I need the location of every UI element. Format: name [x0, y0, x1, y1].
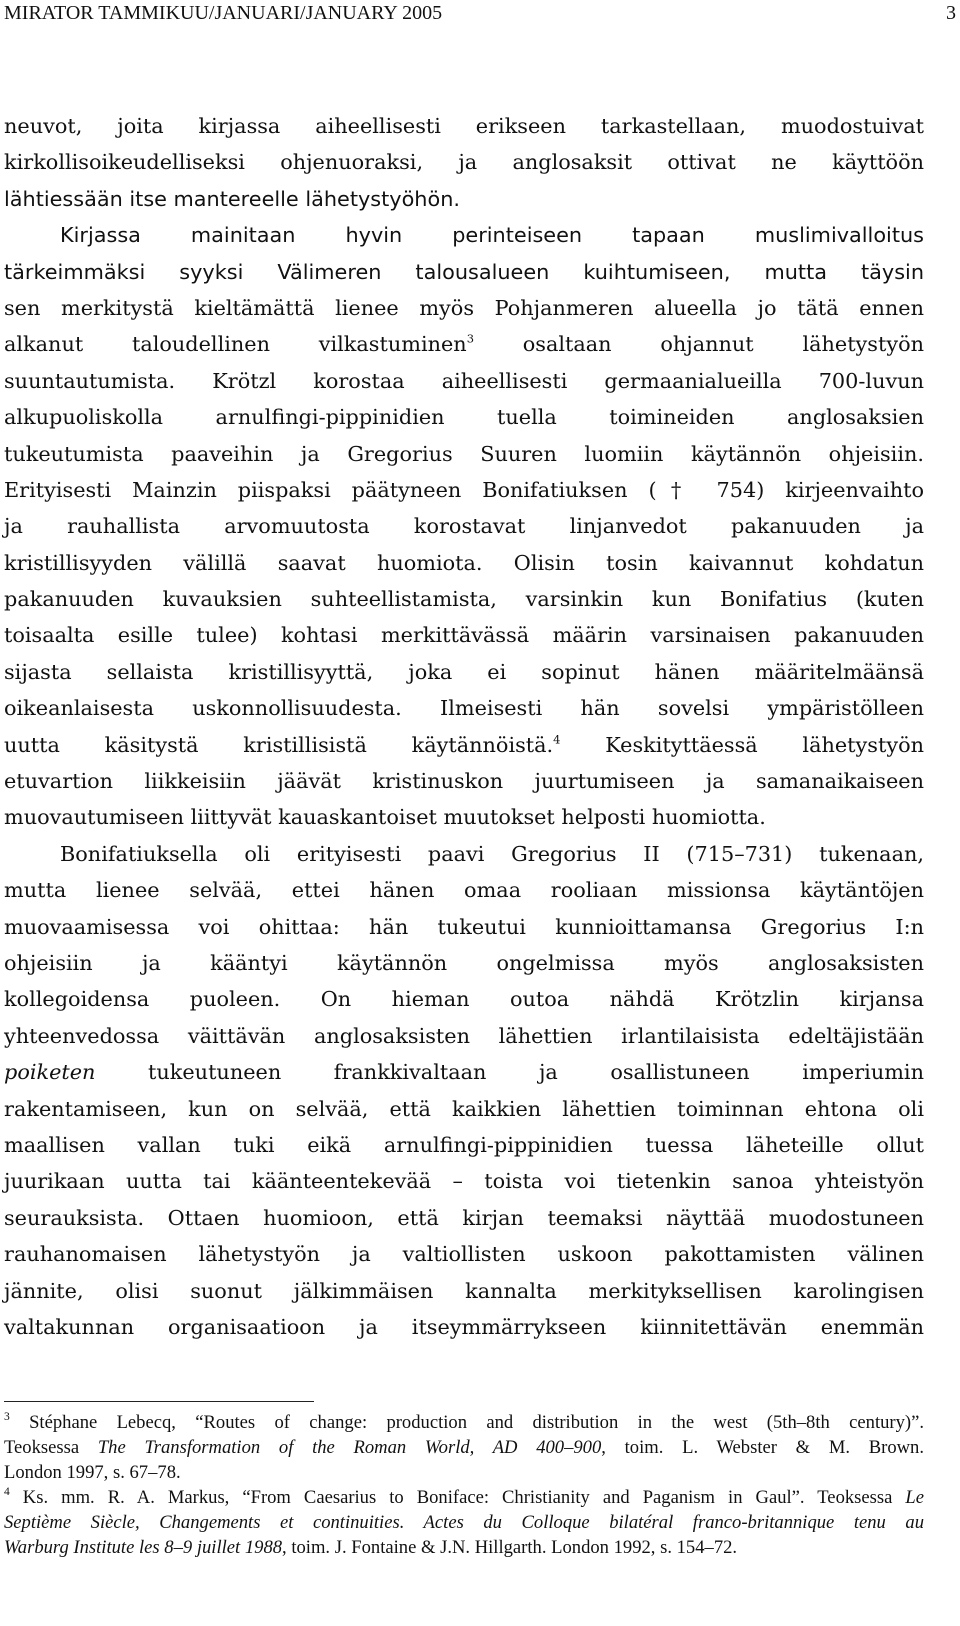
footnote-4 — [4, 1485, 924, 1560]
body-line: juurikaan uutta tai käänteentekevää – toista voi tietenkin sanoa yhteistyön — [4, 1169, 924, 1194]
body-line: sen merkitystä kieltämättä lienee myös Pohjanmeren alueella jo tätä ennen — [4, 295, 924, 320]
footnote-book-title: Warburg Institute les 8–9 juillet 1988 — [4, 1537, 283, 1558]
footnote-line — [4, 1435, 924, 1460]
footnote-line — [4, 1485, 924, 1510]
body-line — [4, 727, 924, 763]
footnote-mark: 4 — [4, 1485, 10, 1498]
body-line-part: poiketen — [4, 1060, 96, 1085]
footnote-line: Septième Siècle, Changements et continuities. Actes du Colloque bilatéral franco-britannique tenu au — [4, 1512, 924, 1533]
footnote-text: , toim. J. Fontaine & J.N. Hillgarth. London 1992, s. 154–72. — [282, 1537, 738, 1558]
body-line: seurauksista. Ottaen huomioon, että kirjan teemaksi näyttää muodostuneen — [4, 1205, 924, 1230]
body-line: alkupuoliskolla arnulfingi-pippinidien tuella toimineiden anglosaksien — [4, 405, 924, 430]
body-line: Bonifatiuksella oli erityisesti paavi Gregorius II (715–731) tukenaan, — [60, 841, 924, 866]
body-line — [4, 1054, 924, 1090]
body-line: oikeanlaisesta uskonnollisuudesta. Ilmeisesti hän sovelsi ympäristölleen — [4, 696, 924, 721]
body-line: ohjeisiin ja kääntyi käytännön ongelmissa myös anglosaksisten — [4, 950, 924, 975]
body-line: rakentamiseen, kun on selvää, että kaikkien lähettien toiminnan ehtona oli — [4, 1096, 924, 1121]
body-line: pakanuuden kuvauksien suhteellistamista, varsinkin kun Bonifatius (kuten — [4, 587, 924, 612]
footnote-ref-4: 4 — [553, 732, 561, 747]
body-line: muovautumiseen liittyvät kauaskantoiset muutokset helposti huomiotta. — [4, 805, 766, 830]
body-line: tärkeimmäksi syyksi Välimeren talousalueen kuihtumiseen, mutta täysin — [4, 259, 924, 284]
footnote-text: Ks. mm. R. A. Markus, “From Caesarius to Boniface: Christianity and Paganism in Gaul”. Teoksessa — [22, 1487, 893, 1508]
running-title: MIRATOR TAMMIKUU/JANUARI/JANUARY 2005 — [4, 2, 443, 24]
footnote-ref-3: 3 — [466, 331, 474, 346]
footnote-separator — [4, 1401, 314, 1402]
page-number: 3 — [946, 2, 956, 24]
footnote-text: Stéphane Lebecq, “Routes of change: production and distribution in the west (5th–8th century)”. — [29, 1412, 924, 1433]
body-line: Erityisesti Mainzin piispaksi päätyneen Bonifatiuksen († 754) kirjeenvaihto — [4, 477, 924, 502]
body-line-part: osaltaan ohjannut lähetystyön — [522, 332, 924, 357]
body-line: rauhanomaisen lähetystyön ja valtiollisten uskoon pakottamisten välinen — [4, 1242, 924, 1267]
body-line: jännite, olisi suonut jälkimmäisen kannalta merkityksellisen karolingisen — [4, 1278, 924, 1303]
body-line: neuvot, joita kirjassa aiheellisesti erikseen tarkastellaan, muodostuivat — [4, 114, 924, 138]
body-line: kristillisyyden välillä saavat huomiota. Olisin tosin kaivannut kohdatun — [4, 550, 924, 575]
body-line: etuvartion liikkeisiin jäävät kristinuskon juurtumiseen ja samanaikaiseen — [4, 769, 924, 794]
footnote-text: , toim. L. Webster & M. Brown. — [601, 1437, 924, 1458]
body-line: muovaamisessa voi ohittaa: hän tukeutui kunnioittamansa Gregorius I:n — [4, 914, 924, 939]
body-line: maallisen vallan tuki eikä arnulfingi-pippinidien tuessa läheteille ollut — [4, 1132, 924, 1157]
body-line-part: uutta käsitystä kristillisistä käytännöistä. — [4, 732, 554, 757]
body-line: kollegoidensa puoleen. On hieman outoa nähdä Krötzlin kirjansa — [4, 987, 924, 1012]
article-body — [4, 108, 924, 1345]
body-line-part: alkanut taloudellinen vilkastuminen — [4, 332, 467, 357]
footnote-line: London 1997, s. 67–78. — [4, 1462, 181, 1483]
footnote-book-title: The Transformation of the Roman World, AD 400–900 — [97, 1437, 602, 1458]
body-line-part: Keskityttäessä lähetystyön — [605, 732, 924, 757]
footnote-line — [4, 1535, 924, 1560]
body-line: sijasta sellaista kristillisyyttä, joka ei sopinut hänen määritelmäänsä — [4, 659, 924, 684]
body-line: suuntautumista. Krötzl korostaa aiheellisesti germaanialueilla 700-luvun — [4, 368, 924, 393]
footnote-line — [4, 1410, 924, 1435]
body-line: Kirjassa mainitaan hyvin perinteiseen tapaan muslimivalloitus — [60, 223, 924, 248]
footnote-book-title: Le — [905, 1487, 924, 1508]
running-header — [4, 0, 956, 26]
body-line — [4, 326, 924, 362]
body-line: toisaalta esille tulee) kohtasi merkittävässä määrin varsinaisen pakanuuden — [4, 623, 924, 648]
footnote-text: Teoksessa — [4, 1437, 80, 1458]
body-line: valtakunnan organisaatioon ja itseymmärrykseen kiinnitettävän enemmän — [4, 1314, 924, 1339]
body-line: mutta lienee selvää, ettei hänen omaa rooliaan missionsa käytäntöjen — [4, 878, 924, 903]
footnote-3 — [4, 1410, 924, 1485]
body-line: ja rauhallista arvomuutosta korostavat linjanvedot pakanuuden ja — [4, 514, 924, 539]
body-line: yhteenvedossa väittävän anglosaksisten lähettien irlantilaisista edeltäjistään — [4, 1023, 924, 1048]
body-line-part: tukeutuneen frankkivaltaan ja osallistuneen imperiumin — [148, 1060, 924, 1085]
body-line: tukeutumista paaveihin ja Gregorius Suuren luomiin käytännön ohjeisiin. — [4, 441, 924, 466]
footnote-mark: 3 — [4, 1410, 10, 1423]
body-line: lähtiessään itse mantereelle lähetystyöhön. — [4, 186, 461, 211]
footnotes — [4, 1410, 924, 1560]
body-line: kirkollisoikeudelliseksi ohjenuoraksi, ja anglosaksit ottivat ne käyttöön — [4, 150, 924, 175]
